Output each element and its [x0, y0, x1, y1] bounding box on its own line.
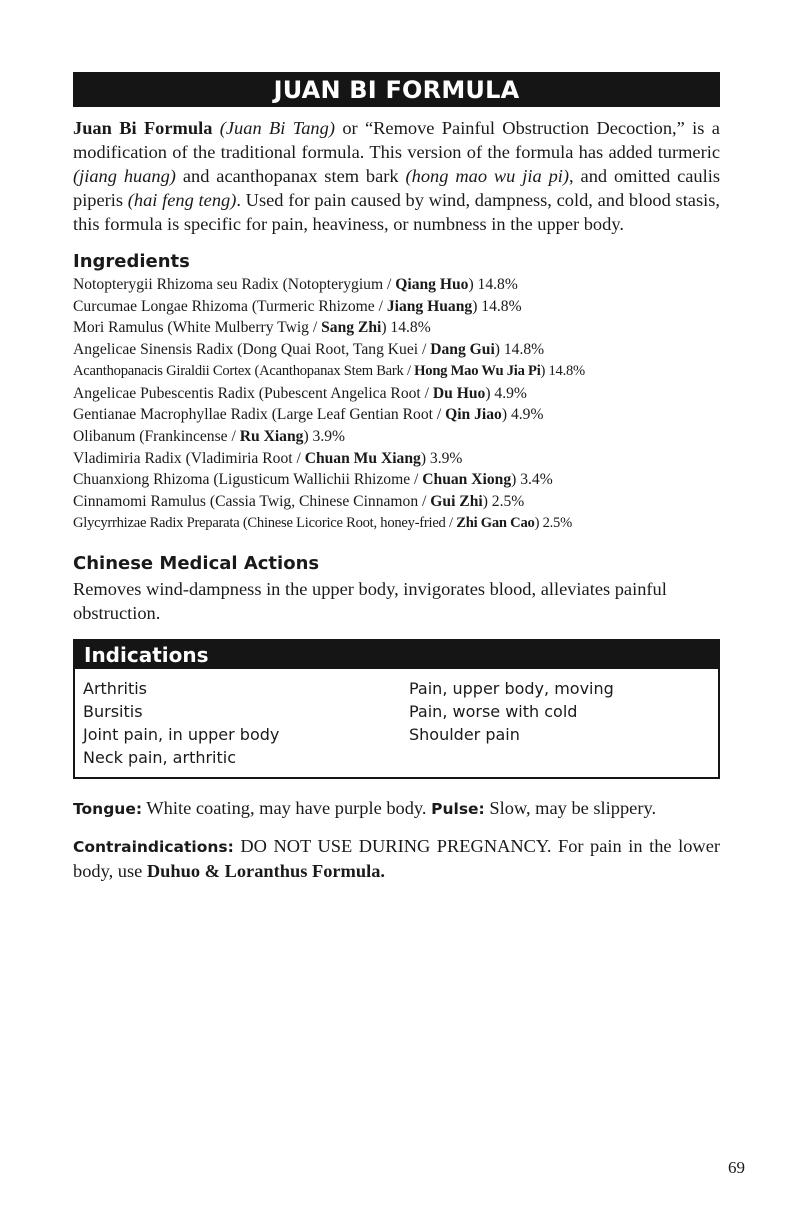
ingredient-pinyin: Dang Gui — [430, 341, 495, 359]
ingredient-percent: ) 14.8% — [494, 341, 545, 359]
ingredient-latin: Angelicae Sinensis Radix (Dong Quai Root, Tang Kuei / — [73, 341, 431, 359]
ingredient-row — [73, 513, 720, 535]
ingredient-latin: Cinnamomi Ramulus (Cassia Twig, Chinese Cinnamon / — [73, 493, 431, 511]
indication-item: Neck pain, arthritic — [83, 748, 237, 768]
pulse-label: Pulse: — [431, 800, 485, 819]
ingredient-percent: ) 3.9% — [420, 449, 463, 467]
ingredient-pinyin: Gui Zhi — [430, 493, 483, 511]
indications-column-left — [83, 677, 409, 769]
ingredient-percent: ) 2.5% — [534, 514, 572, 531]
ingredient-row — [73, 339, 720, 361]
page-number: 69 — [728, 1158, 745, 1177]
ingredient-row — [73, 404, 720, 426]
intro-text-2: and acanthopanax stem bark — [175, 166, 406, 186]
tongue-label: Tongue: — [73, 800, 143, 819]
ingredient-pinyin: Zhi Gan Cao — [456, 514, 535, 531]
formula-name: Juan Bi Formula — [73, 118, 213, 138]
ingredient-row — [73, 426, 720, 448]
formula-reference: Duhuo & Loranthus Formula. — [146, 861, 386, 882]
ingredient-latin: Vladimiria Radix (Vladimiria Root / — [73, 449, 305, 467]
ingredient-latin: Acanthopanacis Giraldii Cortex (Acanthopanax Stem Bark / — [73, 362, 415, 379]
indication-item: Shoulder pain — [409, 725, 520, 745]
formula-pinyin: (Juan Bi Tang) — [219, 118, 335, 138]
intro-italic-3: (hai feng teng) — [127, 190, 237, 210]
ingredient-latin: Curcumae Longae Rhizoma (Turmeric Rhizome / — [73, 297, 387, 315]
ingredients-heading: Ingredients — [73, 251, 190, 272]
ingredient-percent: ) 2.5% — [482, 493, 525, 511]
contraindications-label: Contraindications: — [73, 838, 234, 857]
ingredient-pinyin: Chuan Mu Xiang — [304, 449, 421, 467]
contraindications-paragraph — [73, 834, 720, 883]
pulse-text: Slow, may be slippery. — [484, 798, 657, 819]
ingredient-row — [73, 383, 720, 405]
intro-paragraph — [73, 116, 720, 236]
ingredient-pinyin: Ru Xiang — [239, 427, 304, 445]
ingredient-row — [73, 296, 720, 318]
tongue-pulse-line — [73, 796, 720, 821]
ingredient-percent: ) 14.8% — [540, 362, 585, 379]
ingredient-pinyin: Qiang Huo — [395, 276, 469, 293]
ingredient-pinyin: Hong Mao Wu Jia Pi — [414, 362, 541, 379]
ingredient-pinyin: Sang Zhi — [321, 319, 382, 337]
intro-text-4: . Used for pain caused by wind, dampness, cold, and blood stasis, this formula is specific for pain, heaviness, or numbness in the upper body. — [73, 190, 720, 234]
ingredient-percent: ) 3.4% — [511, 471, 553, 489]
indication-item: Arthritis — [83, 679, 148, 699]
intro-italic-2: (hong mao wu jia pi) — [405, 166, 570, 186]
ingredient-latin: Gentianae Macrophyllae Radix (Large Leaf Gentian Root / — [73, 406, 446, 424]
page-content — [73, 72, 720, 883]
indication-item: Bursitis — [83, 702, 143, 722]
ingredient-latin: Mori Ramulus (White Mulberry Twig / — [73, 319, 322, 337]
ingredient-row — [73, 469, 720, 491]
ingredient-row — [73, 361, 720, 383]
ingredient-latin: Olibanum (Frankincense / — [73, 427, 240, 445]
intro-text-1: or “Remove Painful Obstruction Decoction,” is a modification of the traditional formula. This version of the formula has added turmeric — [73, 118, 720, 162]
ingredient-row — [73, 491, 720, 513]
actions-text: Removes wind-dampness in the upper body, invigorates blood, alleviates painful obstruction. — [73, 579, 667, 624]
ingredient-row — [73, 274, 720, 296]
indication-item: Pain, upper body, moving — [409, 679, 614, 699]
ingredient-latin: Chuanxiong Rhizoma (Ligusticum Wallichii Rhizome / — [73, 471, 423, 489]
ingredient-percent: ) 14.8% — [381, 319, 431, 337]
actions-heading: Chinese Medical Actions — [73, 553, 320, 575]
ingredient-pinyin: Qin Jiao — [445, 406, 502, 424]
ingredient-percent: ) 4.9% — [485, 384, 527, 402]
ingredient-percent: ) 4.9% — [501, 406, 544, 424]
ingredient-row — [73, 317, 720, 339]
intro-text-3: , and omitted caulis piperis — [73, 166, 720, 210]
ingredient-latin: Glycyrrhizae Radix Preparata (Chinese Licorice Root, honey-fried / — [73, 514, 457, 531]
indications-body — [75, 669, 718, 777]
indications-column-right — [409, 677, 614, 769]
ingredient-latin: Notopterygii Rhizoma seu Radix (Notopterygium / — [73, 276, 396, 293]
indications-box — [73, 639, 720, 779]
ingredient-percent: ) 14.8% — [472, 297, 522, 315]
indication-item: Joint pain, in upper body — [83, 725, 280, 745]
ingredients-list — [73, 274, 720, 534]
indications-heading: Indications — [75, 641, 718, 669]
ingredient-pinyin: Jiang Huang — [386, 297, 473, 315]
ingredient-pinyin: Chuan Xiong — [422, 471, 512, 489]
formula-title: JUAN BI FORMULA — [73, 72, 720, 107]
tongue-text: White coating, may have purple body. — [142, 798, 432, 819]
ingredient-percent: ) 14.8% — [468, 276, 518, 293]
contraindications-text: DO NOT USE DURING PREGNANCY. For pain in the lower body, use — [73, 836, 720, 882]
ingredient-row — [73, 448, 720, 470]
ingredient-percent: ) 3.9% — [303, 427, 346, 445]
indication-item: Pain, worse with cold — [409, 702, 578, 722]
intro-italic-1: (jiang huang) — [73, 166, 176, 186]
ingredient-latin: Angelicae Pubescentis Radix (Pubescent Angelica Root / — [73, 384, 433, 402]
ingredient-pinyin: Du Huo — [432, 384, 486, 402]
